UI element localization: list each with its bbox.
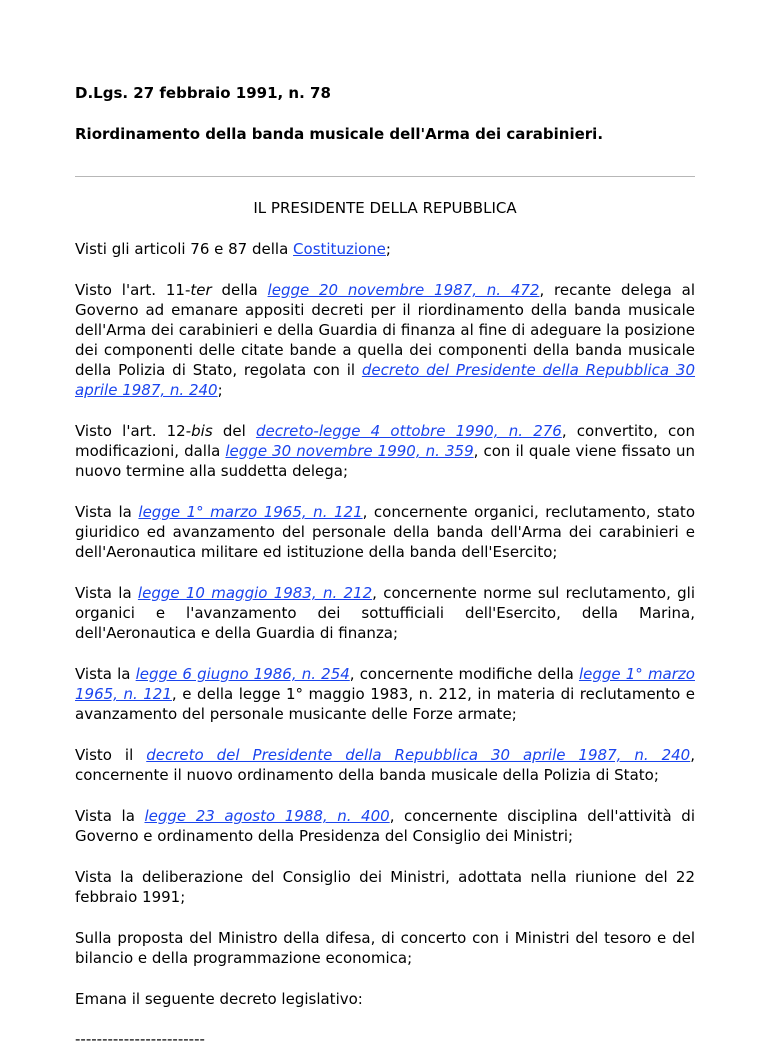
paragraph-legge-400-1988 (75, 806, 695, 846)
link-legge-359-1990[interactable]: legge 30 novembre 1990, n. 359 (225, 442, 474, 460)
paragraph-emana: Emana il seguente decreto legislativo: (75, 990, 363, 1008)
text: , recante delega al Governo ad emanare appositi decreti per il riordinamento della banda musicale dell'Arma dei carabinieri e della Guardia di finanza al fine di adeguare la posizione dei componenti delle citate bande a quella dei componenti della banda musicale della Polizia di Stato, regolata con il (75, 281, 695, 379)
link-legge-121-1965-b[interactable]: legge 1° marzo 1965, n. 121 (75, 665, 695, 703)
text: , con il quale viene fissato un nuovo termine alla suddetta delega; (75, 442, 695, 480)
text: , concernente modifiche della (349, 665, 579, 683)
link-costituzione[interactable]: Costituzione (293, 240, 386, 258)
text: Vista la (75, 807, 145, 825)
text: Visti gli articoli 76 e 87 della (75, 240, 294, 258)
text: Vista la (75, 584, 138, 602)
text: , convertito, con modificazioni, dalla (75, 422, 695, 460)
text: , concernente il nuovo ordinamento della banda musicale della Polizia di Stato; (75, 746, 695, 784)
text: della (211, 281, 268, 299)
link-legge-254-1986[interactable]: legge 6 giugno 1986, n. 254 (135, 665, 350, 683)
separator-line (75, 176, 695, 177)
text: Vista la (75, 665, 136, 683)
paragraph-deliberazione: Vista la deliberazione del Consiglio dei Ministri, adottata nella riunione del 22 febbraio 1991; (75, 868, 695, 906)
text-emphasis: bis (191, 422, 213, 440)
text: , concernente organici, reclutamento, stato giuridico ed avanzamento del personale della banda dell'Arma dei carabinieri e dell'Aeronautica militare ed istituzione della banda dell'Esercito; (75, 503, 695, 561)
link-legge-121-1965[interactable]: legge 1° marzo 1965, n. 121 (138, 503, 363, 521)
paragraph-proposta: Sulla proposta del Ministro della difesa, di concerto con i Ministri del tesoro e del bilancio e della programmazione economica; (75, 929, 695, 967)
link-dpr-240-1987[interactable]: decreto del Presidente della Repubblica 30 aprile 1987, n. 240 (75, 361, 696, 399)
text: Visto l'art. 11- (75, 281, 191, 299)
text: ; (217, 381, 223, 399)
text: ; (385, 240, 391, 258)
link-legge-212-1983[interactable]: legge 10 maggio 1983, n. 212 (137, 584, 373, 602)
link-dl-276-1990[interactable]: decreto-legge 4 ottobre 1990, n. 276 (255, 422, 562, 440)
text: del (212, 422, 256, 440)
link-legge-472-1987[interactable]: legge 20 novembre 1987, n. 472 (267, 281, 540, 299)
president-heading: IL PRESIDENTE DELLA REPUBBLICA (253, 199, 517, 217)
dashed-separator: ------------------------ (75, 1030, 205, 1048)
paragraph-costituzione (75, 239, 695, 259)
document-subtitle: Riordinamento della banda musicale dell'Arma dei carabinieri. (75, 125, 604, 143)
paragraph-art-12-bis (75, 421, 695, 481)
paragraph-dpr-240-1987 (75, 745, 695, 785)
paragraph-art-11-ter (75, 280, 695, 400)
document-title: D.Lgs. 27 febbraio 1991, n. 78 (75, 84, 331, 102)
text: , concernente norme sul reclutamento, gli organici e l'avanzamento dei sottufficiali dell'Esercito, della Marina, dell'Aeronautica e della Guardia di finanza; (75, 584, 695, 642)
paragraph-legge-212-1983 (75, 583, 695, 643)
text: Vista la (75, 503, 139, 521)
link-legge-400-1988[interactable]: legge 23 agosto 1988, n. 400 (144, 807, 390, 825)
text: Visto l'art. 12- (75, 422, 192, 440)
text: Visto il (75, 746, 147, 764)
paragraph-legge-121-1965 (75, 502, 695, 562)
text: , concernente disciplina dell'attività di Governo e ordinamento della Presidenza del Consiglio dei Ministri; (75, 807, 695, 845)
text: , e della legge 1° maggio 1983, n. 212, in materia di reclutamento e avanzamento del personale musicante delle Forze armate; (75, 685, 695, 723)
text-emphasis: ter (190, 281, 212, 299)
link-dpr-240-1987-b[interactable]: decreto del Presidente della Repubblica 30 aprile 1987, n. 240 (146, 746, 691, 764)
paragraph-legge-254-1986 (75, 664, 695, 724)
